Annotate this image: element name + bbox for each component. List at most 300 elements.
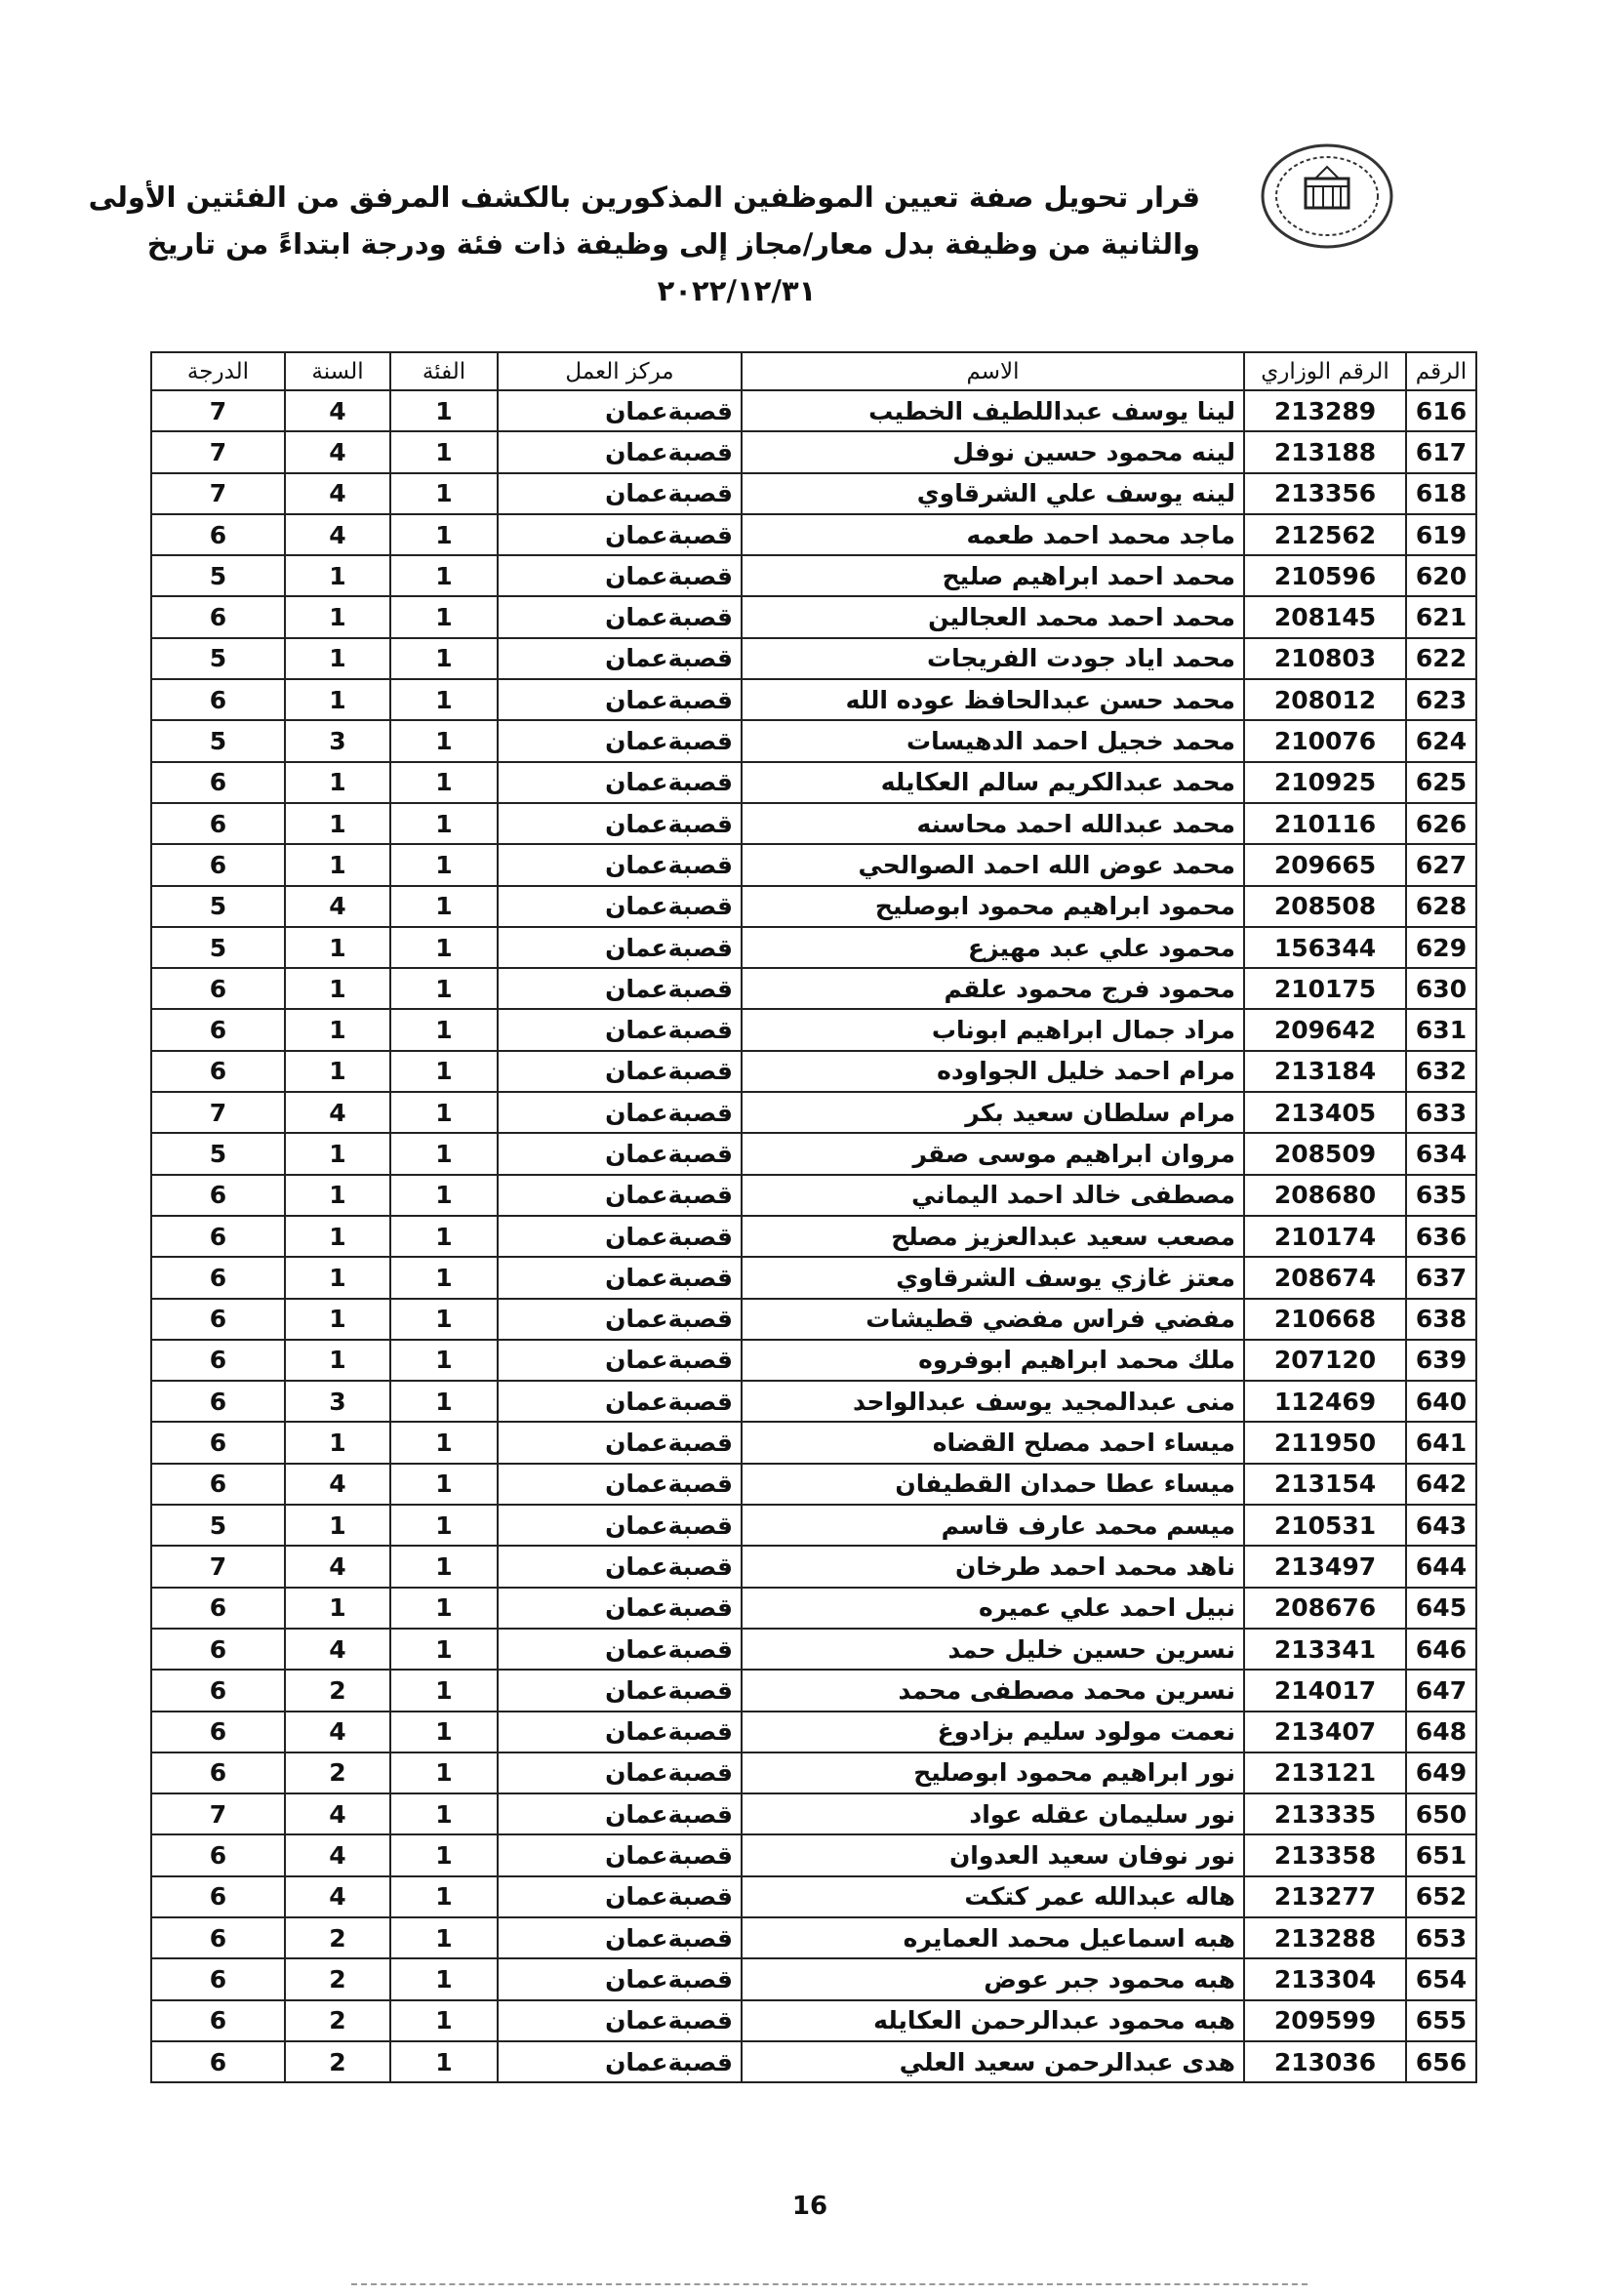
grade-cell: 6 — [151, 803, 285, 844]
grade-cell: 6 — [151, 1670, 285, 1711]
row-no-cell: 631 — [1406, 1009, 1476, 1050]
grade-cell: 6 — [151, 1958, 285, 1999]
employee-name-cell: محمد عوض الله احمد الصوالحي — [742, 844, 1244, 885]
grade-cell: 6 — [151, 1464, 285, 1505]
year-cell: 2 — [285, 2041, 390, 2082]
ministry-no-cell: 214017 — [1244, 1670, 1406, 1711]
workplace-cell: قصبةعمان — [498, 927, 742, 968]
ministry-no-cell: 210531 — [1244, 1505, 1406, 1546]
grade-cell: 7 — [151, 390, 285, 431]
ministry-no-cell: 213289 — [1244, 390, 1406, 431]
table-row — [151, 555, 1476, 596]
year-cell: 3 — [285, 720, 390, 761]
workplace-cell: قصبةعمان — [498, 1917, 742, 1958]
ministry-no-cell: 213288 — [1244, 1917, 1406, 1958]
row-no-cell: 618 — [1406, 473, 1476, 514]
grade-cell: 5 — [151, 720, 285, 761]
grade-cell: 6 — [151, 514, 285, 555]
table-row — [151, 1670, 1476, 1711]
category-cell: 1 — [390, 1958, 498, 1999]
grade-cell: 6 — [151, 2041, 285, 2082]
grade-cell: 6 — [151, 968, 285, 1009]
workplace-cell: قصبةعمان — [498, 1381, 742, 1422]
category-cell: 1 — [390, 1340, 498, 1381]
year-cell: 1 — [285, 596, 390, 637]
table-row — [151, 1917, 1476, 1958]
header-category: الفئة — [390, 352, 498, 390]
employee-name-cell: محمود علي عبد مهيزع — [742, 927, 1244, 968]
table-row — [151, 1958, 1476, 1999]
category-cell: 1 — [390, 1216, 498, 1257]
ministry-no-cell: 213184 — [1244, 1051, 1406, 1092]
workplace-cell: قصبةعمان — [498, 1051, 742, 1092]
ministry-no-cell: 208676 — [1244, 1588, 1406, 1629]
year-cell: 1 — [285, 679, 390, 720]
employee-name-cell: نور نوفان سعيد العدوان — [742, 1834, 1244, 1875]
employee-name-cell: محمد احمد ابراهيم صليح — [742, 555, 1244, 596]
row-no-cell: 633 — [1406, 1092, 1476, 1133]
workplace-cell: قصبةعمان — [498, 1793, 742, 1834]
workplace-cell: قصبةعمان — [498, 1299, 742, 1340]
year-cell: 1 — [285, 1422, 390, 1463]
table-row — [151, 1092, 1476, 1133]
workplace-cell: قصبةعمان — [498, 679, 742, 720]
workplace-cell: قصبةعمان — [498, 886, 742, 927]
table-body — [151, 390, 1476, 2082]
employee-name-cell: ميسم محمد عارف قاسم — [742, 1505, 1244, 1546]
workplace-cell: قصبةعمان — [498, 1505, 742, 1546]
employee-name-cell: لينا يوسف عبداللطيف الخطيب — [742, 390, 1244, 431]
workplace-cell: قصبةعمان — [498, 1009, 742, 1050]
ministry-no-cell: 213121 — [1244, 1752, 1406, 1793]
table-row — [151, 1051, 1476, 1092]
ministry-no-cell: 209599 — [1244, 2000, 1406, 2041]
category-cell: 1 — [390, 2041, 498, 2082]
year-cell: 1 — [285, 1009, 390, 1050]
year-cell: 3 — [285, 1381, 390, 1422]
category-cell: 1 — [390, 803, 498, 844]
ministry-no-cell: 210175 — [1244, 968, 1406, 1009]
category-cell: 1 — [390, 1752, 498, 1793]
row-no-cell: 622 — [1406, 638, 1476, 679]
year-cell: 4 — [285, 1876, 390, 1917]
employee-name-cell: هبه محمود جبر عوض — [742, 1958, 1244, 1999]
ministry-no-cell: 207120 — [1244, 1340, 1406, 1381]
employee-name-cell: محمد حسن عبدالحافظ عوده الله — [742, 679, 1244, 720]
table-row — [151, 803, 1476, 844]
employee-name-cell: مفضي فراس مفضي قطيشات — [742, 1299, 1244, 1340]
workplace-cell: قصبةعمان — [498, 431, 742, 472]
title-line-1: قرار تحويل صفة تعيين الموظفين المذكورين بالكشف المرفق من الفئتين الأولى — [88, 181, 1200, 214]
workplace-cell: قصبةعمان — [498, 1216, 742, 1257]
row-no-cell: 620 — [1406, 555, 1476, 596]
row-no-cell: 636 — [1406, 1216, 1476, 1257]
grade-cell: 6 — [151, 1834, 285, 1875]
category-cell: 1 — [390, 886, 498, 927]
employee-name-cell: ميساء احمد مصلح القضاه — [742, 1422, 1244, 1463]
employee-name-cell: منى عبدالمجيد يوسف عبدالواحد — [742, 1381, 1244, 1422]
ministry-no-cell: 213154 — [1244, 1464, 1406, 1505]
ministry-no-cell: 213277 — [1244, 1876, 1406, 1917]
table-row — [151, 968, 1476, 1009]
workplace-cell: قصبةعمان — [498, 596, 742, 637]
grade-cell: 6 — [151, 844, 285, 885]
employee-name-cell: محمد عبدالله احمد محاسنه — [742, 803, 1244, 844]
grade-cell: 6 — [151, 1216, 285, 1257]
row-no-cell: 626 — [1406, 803, 1476, 844]
year-cell: 1 — [285, 1133, 390, 1174]
category-cell: 1 — [390, 1588, 498, 1629]
grade-cell: 6 — [151, 1175, 285, 1216]
employee-name-cell: نور سليمان عقله عواد — [742, 1793, 1244, 1834]
ministry-no-cell: 213341 — [1244, 1629, 1406, 1670]
row-no-cell: 632 — [1406, 1051, 1476, 1092]
row-no-cell: 645 — [1406, 1588, 1476, 1629]
year-cell: 1 — [285, 1257, 390, 1298]
workplace-cell: قصبةعمان — [498, 555, 742, 596]
ministry-no-cell: 213188 — [1244, 431, 1406, 472]
ministry-no-cell: 213356 — [1244, 473, 1406, 514]
table-row — [151, 1712, 1476, 1752]
category-cell: 1 — [390, 1670, 498, 1711]
employee-name-cell: مرام سلطان سعيد بكر — [742, 1092, 1244, 1133]
workplace-cell: قصبةعمان — [498, 390, 742, 431]
grade-cell: 6 — [151, 1051, 285, 1092]
grade-cell: 7 — [151, 473, 285, 514]
grade-cell: 6 — [151, 1381, 285, 1422]
workplace-cell: قصبةعمان — [498, 1092, 742, 1133]
employee-name-cell: مصطفى خالد احمد اليماني — [742, 1175, 1244, 1216]
ministry-no-cell: 211950 — [1244, 1422, 1406, 1463]
workplace-cell: قصبةعمان — [498, 473, 742, 514]
header-ministry-no: الرقم الوزاري — [1244, 352, 1406, 390]
workplace-cell: قصبةعمان — [498, 1670, 742, 1711]
ministry-no-cell: 210076 — [1244, 720, 1406, 761]
table-row — [151, 2041, 1476, 2082]
table-row — [151, 1505, 1476, 1546]
row-no-cell: 617 — [1406, 431, 1476, 472]
category-cell: 1 — [390, 1793, 498, 1834]
grade-cell: 6 — [151, 1257, 285, 1298]
row-no-cell: 616 — [1406, 390, 1476, 431]
category-cell: 1 — [390, 514, 498, 555]
table-row — [151, 1009, 1476, 1050]
row-no-cell: 643 — [1406, 1505, 1476, 1546]
year-cell: 4 — [285, 514, 390, 555]
row-no-cell: 652 — [1406, 1876, 1476, 1917]
row-no-cell: 648 — [1406, 1712, 1476, 1752]
category-cell: 1 — [390, 1546, 498, 1587]
year-cell: 1 — [285, 1051, 390, 1092]
year-cell: 4 — [285, 1464, 390, 1505]
table-row — [151, 1257, 1476, 1298]
category-cell: 1 — [390, 720, 498, 761]
ministry-no-cell: 213036 — [1244, 2041, 1406, 2082]
grade-cell: 6 — [151, 1299, 285, 1340]
category-cell: 1 — [390, 927, 498, 968]
employee-name-cell: نسرين محمد مصطفى محمد — [742, 1670, 1244, 1711]
employee-name-cell: محمد عبدالكريم سالم العكايله — [742, 762, 1244, 803]
category-cell: 1 — [390, 679, 498, 720]
row-no-cell: 641 — [1406, 1422, 1476, 1463]
year-cell: 1 — [285, 803, 390, 844]
employee-name-cell: محمد اياد جودت الفريجات — [742, 638, 1244, 679]
category-cell: 1 — [390, 1257, 498, 1298]
year-cell: 4 — [285, 1712, 390, 1752]
employee-name-cell: معتز غازي يوسف الشرقاوي — [742, 1257, 1244, 1298]
category-cell: 1 — [390, 638, 498, 679]
workplace-cell: قصبةعمان — [498, 638, 742, 679]
table-row — [151, 886, 1476, 927]
employee-name-cell: ميساء عطا حمدان القطيفان — [742, 1464, 1244, 1505]
row-no-cell: 650 — [1406, 1793, 1476, 1834]
header-workplace: مركز العمل — [498, 352, 742, 390]
ministry-seal-icon — [1259, 141, 1395, 251]
employee-name-cell: محمد خجيل احمد الدهيسات — [742, 720, 1244, 761]
row-no-cell: 640 — [1406, 1381, 1476, 1422]
grade-cell: 6 — [151, 679, 285, 720]
category-cell: 1 — [390, 1917, 498, 1958]
grade-cell: 5 — [151, 927, 285, 968]
row-no-cell: 630 — [1406, 968, 1476, 1009]
row-no-cell: 655 — [1406, 2000, 1476, 2041]
category-cell: 1 — [390, 1876, 498, 1917]
category-cell: 1 — [390, 1299, 498, 1340]
row-no-cell: 651 — [1406, 1834, 1476, 1875]
employee-name-cell: نعمت مولود سليم بزادوغ — [742, 1712, 1244, 1752]
ministry-no-cell: 208674 — [1244, 1257, 1406, 1298]
category-cell: 1 — [390, 1175, 498, 1216]
row-no-cell: 627 — [1406, 844, 1476, 885]
workplace-cell: قصبةعمان — [498, 1464, 742, 1505]
employee-name-cell: ماجد محمد احمد طعمه — [742, 514, 1244, 555]
workplace-cell: قصبةعمان — [498, 1257, 742, 1298]
category-cell: 1 — [390, 555, 498, 596]
category-cell: 1 — [390, 1092, 498, 1133]
year-cell: 1 — [285, 1505, 390, 1546]
year-cell: 4 — [285, 1092, 390, 1133]
row-no-cell: 635 — [1406, 1175, 1476, 1216]
table-row — [151, 596, 1476, 637]
table-row — [151, 431, 1476, 472]
row-no-cell: 629 — [1406, 927, 1476, 968]
row-no-cell: 642 — [1406, 1464, 1476, 1505]
employee-name-cell: هدى عبدالرحمن سعيد العلي — [742, 2041, 1244, 2082]
row-no-cell: 624 — [1406, 720, 1476, 761]
employee-name-cell: لينه محمود حسين نوفل — [742, 431, 1244, 472]
row-no-cell: 646 — [1406, 1629, 1476, 1670]
ministry-no-cell: 210174 — [1244, 1216, 1406, 1257]
year-cell: 1 — [285, 762, 390, 803]
table-row — [151, 1216, 1476, 1257]
grade-cell: 7 — [151, 431, 285, 472]
grade-cell: 5 — [151, 1505, 285, 1546]
row-no-cell: 654 — [1406, 1958, 1476, 1999]
category-cell: 1 — [390, 390, 498, 431]
ministry-no-cell: 208508 — [1244, 886, 1406, 927]
table-row — [151, 1546, 1476, 1587]
category-cell: 1 — [390, 1051, 498, 1092]
year-cell: 2 — [285, 1752, 390, 1793]
employee-name-cell: محمود فرج محمود علقم — [742, 968, 1244, 1009]
workplace-cell: قصبةعمان — [498, 1958, 742, 1999]
grade-cell: 6 — [151, 1917, 285, 1958]
employee-name-cell: محمد احمد محمد العجالين — [742, 596, 1244, 637]
category-cell: 1 — [390, 1422, 498, 1463]
category-cell: 1 — [390, 1464, 498, 1505]
workplace-cell: قصبةعمان — [498, 1834, 742, 1875]
grade-cell: 5 — [151, 555, 285, 596]
grade-cell: 6 — [151, 1009, 285, 1050]
table-header-row — [151, 352, 1476, 390]
year-cell: 1 — [285, 638, 390, 679]
grade-cell: 6 — [151, 1422, 285, 1463]
year-cell: 2 — [285, 1670, 390, 1711]
table-row — [151, 473, 1476, 514]
table-row — [151, 638, 1476, 679]
workplace-cell: قصبةعمان — [498, 1546, 742, 1587]
grade-cell: 5 — [151, 886, 285, 927]
workplace-cell: قصبةعمان — [498, 968, 742, 1009]
table-row — [151, 1175, 1476, 1216]
table-row — [151, 1876, 1476, 1917]
ministry-no-cell: 112469 — [1244, 1381, 1406, 1422]
year-cell: 4 — [285, 390, 390, 431]
workplace-cell: قصبةعمان — [498, 762, 742, 803]
year-cell: 2 — [285, 2000, 390, 2041]
page-number: 16 — [791, 2192, 828, 2221]
category-cell: 1 — [390, 762, 498, 803]
grade-cell: 6 — [151, 762, 285, 803]
workplace-cell: قصبةعمان — [498, 803, 742, 844]
ministry-no-cell: 213304 — [1244, 1958, 1406, 1999]
workplace-cell: قصبةعمان — [498, 1752, 742, 1793]
workplace-cell: قصبةعمان — [498, 514, 742, 555]
employee-name-cell: مرام احمد خليل الجواوده — [742, 1051, 1244, 1092]
year-cell: 1 — [285, 1216, 390, 1257]
year-cell: 1 — [285, 968, 390, 1009]
year-cell: 1 — [285, 555, 390, 596]
workplace-cell: قصبةعمان — [498, 1133, 742, 1174]
row-no-cell: 649 — [1406, 1752, 1476, 1793]
ministry-no-cell: 156344 — [1244, 927, 1406, 968]
ministry-no-cell: 210596 — [1244, 555, 1406, 596]
ministry-no-cell: 208012 — [1244, 679, 1406, 720]
year-cell: 4 — [285, 431, 390, 472]
grade-cell: 6 — [151, 1876, 285, 1917]
employee-name-cell: هاله عبدالله عمر كتكت — [742, 1876, 1244, 1917]
table-row — [151, 1133, 1476, 1174]
workplace-cell: قصبةعمان — [498, 1712, 742, 1752]
ministry-no-cell: 213407 — [1244, 1712, 1406, 1752]
employee-name-cell: مراد جمال ابراهيم ابوناب — [742, 1009, 1244, 1050]
ministry-no-cell: 209665 — [1244, 844, 1406, 885]
employee-name-cell: ملك محمد ابراهيم ابوفروه — [742, 1340, 1244, 1381]
table-row — [151, 514, 1476, 555]
category-cell: 1 — [390, 1834, 498, 1875]
category-cell: 1 — [390, 1712, 498, 1752]
employee-name-cell: نبيل احمد علي عميره — [742, 1588, 1244, 1629]
ministry-no-cell: 213358 — [1244, 1834, 1406, 1875]
category-cell: 1 — [390, 844, 498, 885]
table-row — [151, 1340, 1476, 1381]
row-no-cell: 647 — [1406, 1670, 1476, 1711]
row-no-cell: 639 — [1406, 1340, 1476, 1381]
category-cell: 1 — [390, 2000, 498, 2041]
category-cell: 1 — [390, 1009, 498, 1050]
employee-name-cell: هبه محمود عبدالرحمن العكايله — [742, 2000, 1244, 2041]
ministry-no-cell: 208509 — [1244, 1133, 1406, 1174]
row-no-cell: 637 — [1406, 1257, 1476, 1298]
employee-name-cell: ناهد محمد احمد طرخان — [742, 1546, 1244, 1587]
workplace-cell: قصبةعمان — [498, 1175, 742, 1216]
table-row — [151, 390, 1476, 431]
category-cell: 1 — [390, 473, 498, 514]
grade-cell: 6 — [151, 1752, 285, 1793]
table-row — [151, 762, 1476, 803]
year-cell: 2 — [285, 1958, 390, 1999]
grade-cell: 6 — [151, 1629, 285, 1670]
year-cell: 1 — [285, 844, 390, 885]
ministry-no-cell: 208145 — [1244, 596, 1406, 637]
table-row — [151, 679, 1476, 720]
table-row — [151, 927, 1476, 968]
title-line-2: والثانية من وظيفة بدل معار/مجاز إلى وظيفة ذات فئة ودرجة ابتداءً من تاريخ — [146, 227, 1200, 261]
title-date: ٢٠٢٢/١٢/٣١ — [657, 274, 817, 307]
grade-cell: 6 — [151, 1712, 285, 1752]
table-row — [151, 1588, 1476, 1629]
year-cell: 4 — [285, 1629, 390, 1670]
table-row — [151, 1752, 1476, 1793]
workplace-cell: قصبةعمان — [498, 1422, 742, 1463]
year-cell: 1 — [285, 1299, 390, 1340]
workplace-cell: قصبةعمان — [498, 844, 742, 885]
row-no-cell: 653 — [1406, 1917, 1476, 1958]
employee-name-cell: نور ابراهيم محمود ابوصليح — [742, 1752, 1244, 1793]
grade-cell: 6 — [151, 596, 285, 637]
category-cell: 1 — [390, 1505, 498, 1546]
employee-name-cell: هبه اسماعيل محمد العمايره — [742, 1917, 1244, 1958]
header-year: السنة — [285, 352, 390, 390]
workplace-cell: قصبةعمان — [498, 1629, 742, 1670]
ministry-no-cell: 210116 — [1244, 803, 1406, 844]
grade-cell: 6 — [151, 1340, 285, 1381]
row-no-cell: 656 — [1406, 2041, 1476, 2082]
table-row — [151, 1629, 1476, 1670]
ministry-no-cell: 208680 — [1244, 1175, 1406, 1216]
table-row — [151, 1299, 1476, 1340]
row-no-cell: 623 — [1406, 679, 1476, 720]
table-row — [151, 2000, 1476, 2041]
header-grade: الدرجة — [151, 352, 285, 390]
bottom-rule — [351, 2283, 1308, 2285]
table-row — [151, 1793, 1476, 1834]
ministry-no-cell: 212562 — [1244, 514, 1406, 555]
ministry-no-cell: 213335 — [1244, 1793, 1406, 1834]
category-cell: 1 — [390, 431, 498, 472]
ministry-no-cell: 210925 — [1244, 762, 1406, 803]
year-cell: 1 — [285, 1175, 390, 1216]
table-row — [151, 1422, 1476, 1463]
workplace-cell: قصبةعمان — [498, 2041, 742, 2082]
row-no-cell: 619 — [1406, 514, 1476, 555]
table-row — [151, 1464, 1476, 1505]
category-cell: 1 — [390, 968, 498, 1009]
table-row — [151, 720, 1476, 761]
workplace-cell: قصبةعمان — [498, 2000, 742, 2041]
grade-cell: 6 — [151, 2000, 285, 2041]
year-cell: 4 — [285, 473, 390, 514]
